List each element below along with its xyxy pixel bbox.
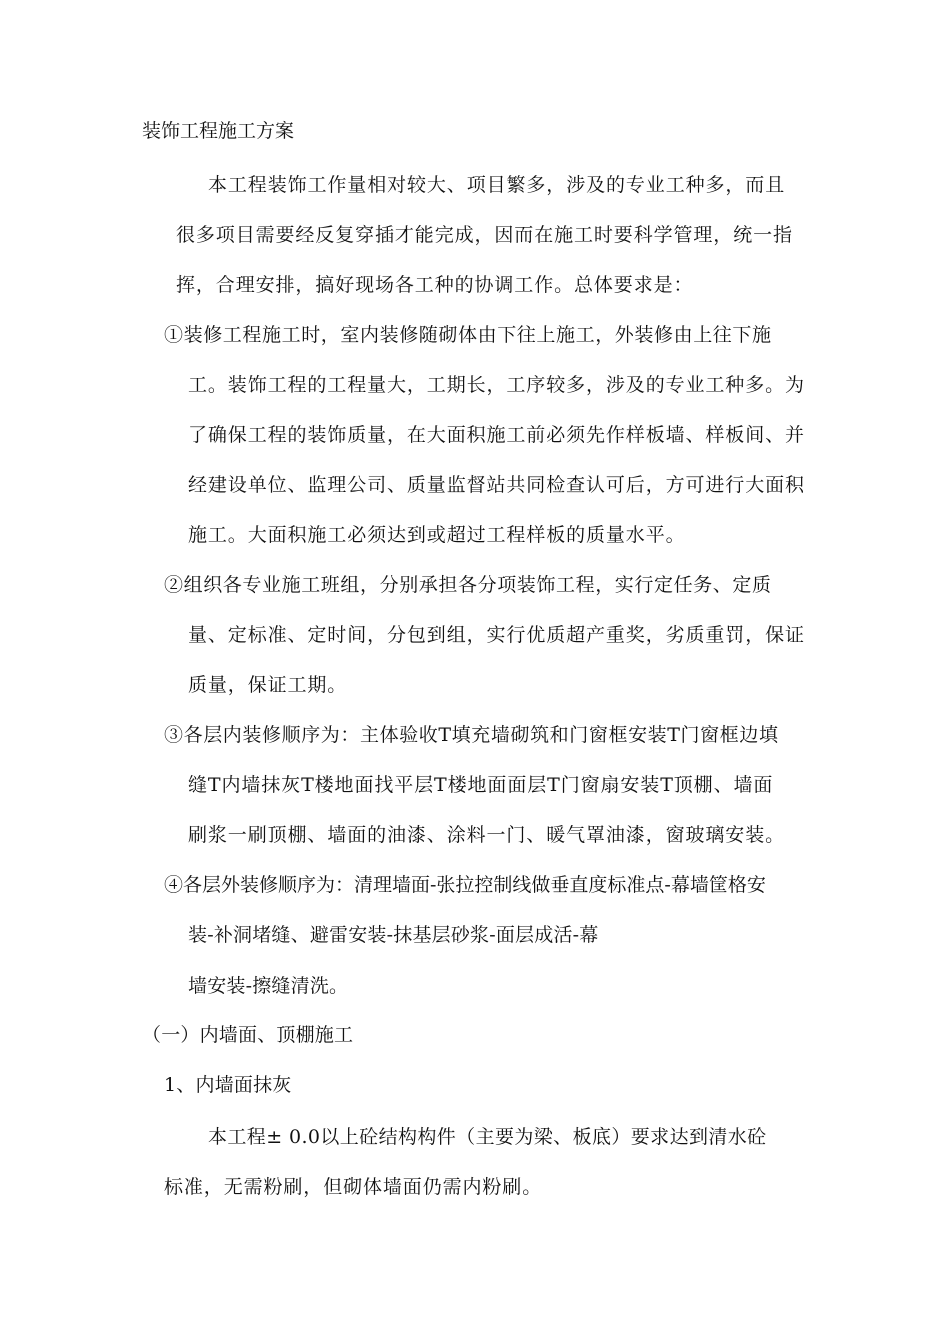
item4-line-3: 墙安装-擦缝清洗。 <box>188 975 349 997</box>
item2-line-2: 量、定标准、定时间，分包到组，实行优质超产重奖，劣质重罚，保证 <box>188 624 805 646</box>
item1-line-4: 经建设单位、监理公司、质量监督站共同检查认可后，方可进行大面积 <box>188 474 805 496</box>
intro-line-3: 挥，合理安排，搞好现场各工种的协调工作。总体要求是： <box>176 274 694 296</box>
intro-line-1: 本工程装饰工作量相对较大、项目繁多，涉及的专业工种多，而且 <box>208 174 786 196</box>
body-line-1: 本工程± 0.0以上砼结构构件（主要为梁、板底）要求达到清水砼 <box>208 1126 767 1148</box>
item3-line-2: 缝T内墙抹灰T楼地面找平层T楼地面面层T门窗扇安装T顶棚、墙面 <box>188 774 774 796</box>
item1-line-2: 工。装饰工程的工程量大，工期长，工序较多，涉及的专业工种多。为 <box>188 374 805 396</box>
item3-line-1: ③各层内装修顺序为：主体验收T填充墙砌筑和门窗框安装T门窗框边填 <box>164 724 779 746</box>
item1-line-1: ①装修工程施工时，室内装修随砌体由下往上施工，外装修由上往下施 <box>164 324 772 346</box>
item1-line-3: 了确保工程的装饰质量，在大面积施工前必须先作样板墙、样板间、并 <box>188 424 805 446</box>
item3-line-3: 刷浆一刷顶棚、墙面的油漆、涂料一门、暖气罩油漆，窗玻璃安装。 <box>188 824 786 846</box>
item2-line-1: ②组织各专业施工班组，分别承担各分项装饰工程，实行定任务、定质 <box>164 574 772 596</box>
item1-line-5: 施工。大面积施工必须达到或超过工程样板的质量水平。 <box>188 524 686 546</box>
body-line-2: 标准，无需粉刷，但砌体墙面仍需内粉刷。 <box>164 1176 543 1198</box>
item2-line-3: 质量，保证工期。 <box>188 674 348 696</box>
item4-line-1: ④各层外装修顺序为：清理墙面-张拉控制线做垂直度标准点-幕墙筐格安 <box>164 874 766 896</box>
section-heading: （一）内墙面、顶棚施工 <box>142 1024 354 1046</box>
doc-title: 装饰工程施工方案 <box>142 120 295 142</box>
item4-line-2: 装-补洞堵缝、避雷安装-抹基层砂浆-面层成活-幕 <box>188 924 599 946</box>
subsection-heading: 1、内墙面抹灰 <box>164 1074 292 1096</box>
intro-line-2: 很多项目需要经反复穿插才能完成，因而在施工时要科学管理，统一指 <box>176 224 793 246</box>
